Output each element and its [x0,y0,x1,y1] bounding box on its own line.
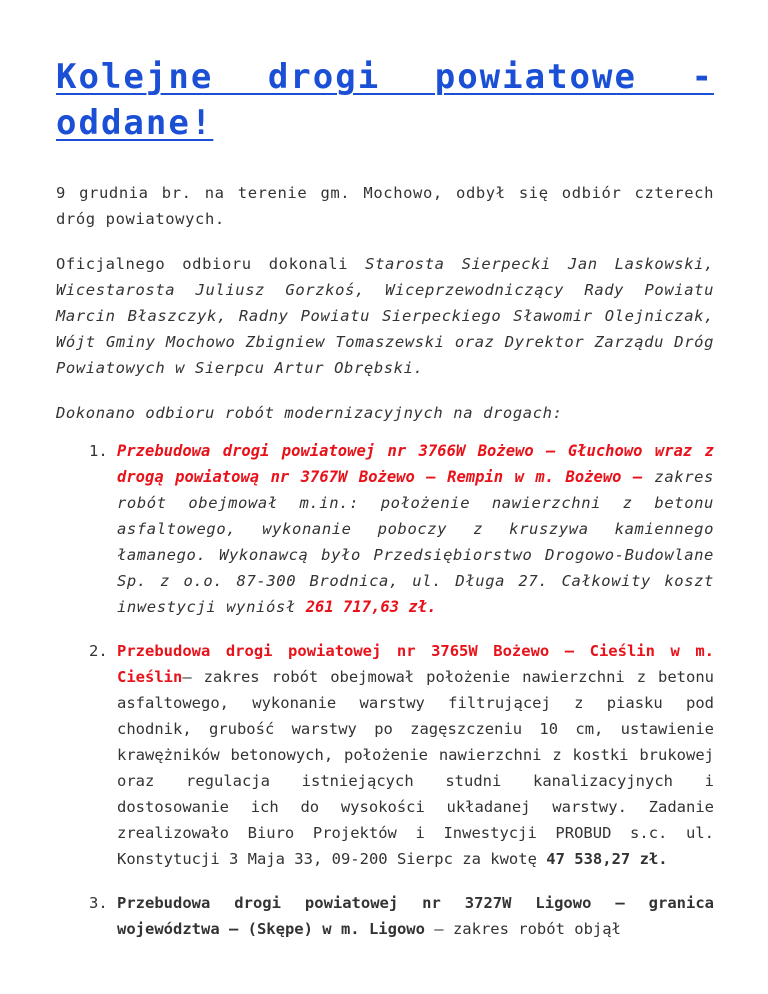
title-link[interactable]: Kolejne drogi powiatowe - oddane! [56,57,714,143]
page-title [56,54,714,146]
list-item-body: – zakres robót obejmował położenie nawierzchni z betonu asfaltowego, wykonanie warstwy filtrującej z piasku pod chodnik, grubość warstwy po zagęszczeniu 10 cm, ustawienie krawężników betonowych, położenie nawierzchni z kostki brukowej oraz regulacja istniejących studni kanalizacyjnych i dostosowanie ich do wysokości układanej warstwy. Zadanie zrealizowało Biuro Projektów i Inwestycji PROBUD s.c. ul. Konstytucji 3 Maja 33, 09-200 Sierpc za kwotę [117,668,714,868]
list-item-amount: 47 538,27 zł. [546,850,668,868]
list-item-number: 3. [89,894,108,912]
list-item-heading: Przebudowa drogi powiatowej nr 3727W Ligowo – granica województwa – (Skępe) w m. Ligowo [117,894,714,938]
list-item-number: 1. [89,442,108,460]
list-item-amount: 261 717,63 zł. [305,598,437,616]
list-intro: Dokonano odbioru robót modernizacyjnych na drogach: [56,404,563,422]
officials-lead: Oficjalnego odbioru dokonali [56,255,366,273]
officials-paragraph [56,251,714,381]
list-item-number: 2. [89,642,108,660]
officials-names: Starosta Sierpecki Jan Laskowski, Wicestarosta Juliusz Gorzkoś, Wiceprzewodniczący Rady Powiatu Marcin Błaszczyk, Radny Powiatu Sierpeckiego Sławomir Olejniczak, Wójt Gminy Mochowo Zbigniew Tomaszewski oraz Dyrektor Zarządu Dróg Powiatowych w Sierpcu Artur Obrębski. [56,255,714,377]
article [56,0,714,960]
intro-paragraph: 9 grudnia br. na terenie gm. Mochowo, odbył się odbiór czterech dróg powiatowych. [56,184,714,228]
list-item-body: zakres robót obejmował m.in.: położenie nawierzchni z betonu asfaltowego, wykonanie poboczy z kruszywa kamiennego łamanego. Wykonawcą było Przedsiębiorstwo Drogowo-Budowlane Sp. z o.o. 87-300 Brodnica, ul. Długa 27. Całkowity koszt inwestycji wyniósł [117,468,714,616]
list-item [89,890,714,942]
roads-list [56,438,714,942]
list-item-heading: Przebudowa drogi powiatowej nr 3766W Bożewo – Głuchowo wraz z drogą powiatową nr 3767W Bożewo – Rempin w m. Bożewo – [117,442,714,486]
list-item [89,438,714,620]
list-item-heading: Przebudowa drogi powiatowej nr 3765W Bożewo – Cieślin w m. Cieślin [117,642,714,686]
list-item-body: – zakres robót objął [424,920,621,938]
list-item [89,638,714,872]
